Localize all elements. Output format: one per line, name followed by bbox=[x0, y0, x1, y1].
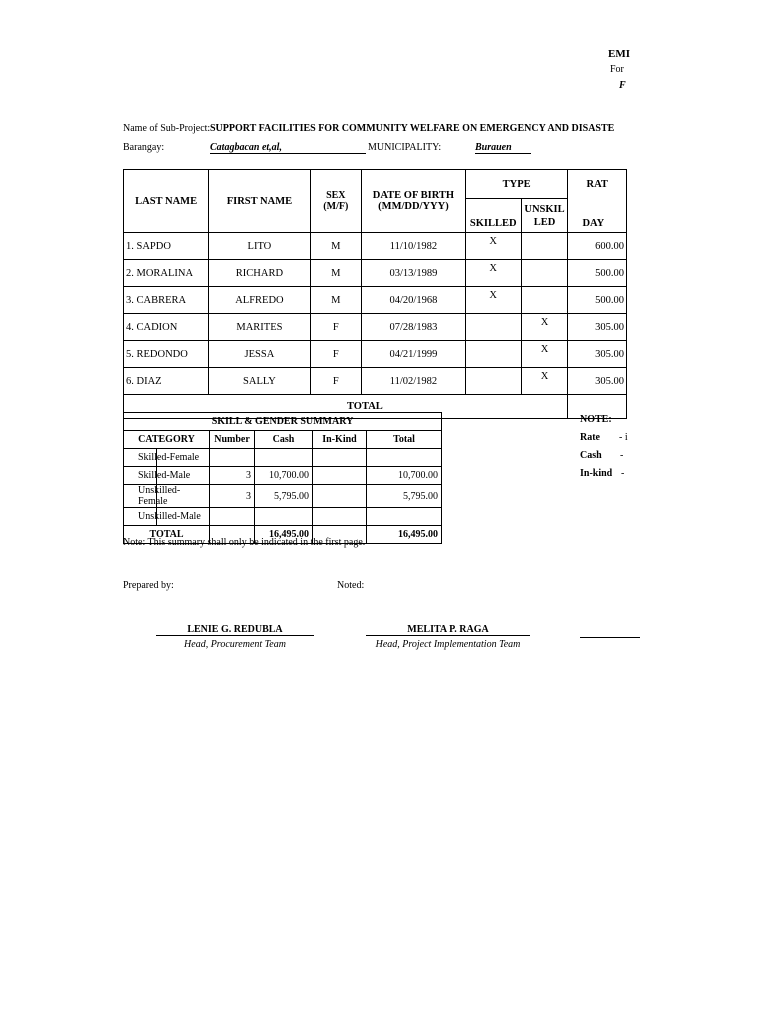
notes-title: NOTE: bbox=[580, 414, 612, 425]
summary-category-text: Unskilled-Male bbox=[138, 511, 201, 522]
cell-day-rate: 305.00 bbox=[568, 314, 627, 341]
summary-inkind bbox=[313, 485, 367, 508]
barangay-label: Barangay: bbox=[123, 142, 165, 153]
cell-skilled: X bbox=[465, 233, 521, 260]
signatory3-line bbox=[580, 637, 640, 638]
summary-category bbox=[124, 485, 210, 508]
cell-unskilled bbox=[521, 260, 568, 287]
cell-sex: M bbox=[310, 260, 361, 287]
summary-number bbox=[210, 508, 255, 526]
header-rate: RAT bbox=[568, 170, 627, 199]
skill-gender-summary bbox=[123, 412, 442, 544]
municipality-label: MUNICIPALITY: bbox=[368, 142, 442, 153]
summary-inkind bbox=[313, 449, 367, 467]
table-row bbox=[124, 368, 627, 395]
summary-cash bbox=[255, 449, 313, 467]
summary-footnote: Note: This summary shall only be indicated in the first page. bbox=[123, 537, 366, 548]
cell-day-rate: 305.00 bbox=[568, 368, 627, 395]
cell-skilled: X bbox=[465, 287, 521, 314]
cell-dob: 04/20/1968 bbox=[362, 287, 466, 314]
summary-inkind bbox=[313, 508, 367, 526]
table-row bbox=[124, 287, 627, 314]
cell-last-name: 1. SAPDO bbox=[124, 233, 209, 260]
cell-first-name: MARITES bbox=[209, 314, 310, 341]
summary-row bbox=[124, 467, 442, 485]
header-dob bbox=[362, 170, 466, 233]
table-row bbox=[124, 233, 627, 260]
summary-total bbox=[367, 449, 442, 467]
summary-total: 5,795.00 bbox=[367, 485, 442, 508]
barangay-value: Catagbacan et,al, bbox=[210, 142, 366, 154]
note-inkind-text: - bbox=[621, 468, 625, 479]
cell-dob: 03/13/1989 bbox=[362, 260, 466, 287]
cell-last-name: 2. MORALINA bbox=[124, 260, 209, 287]
cell-sex: M bbox=[310, 287, 361, 314]
cell-dob: 07/28/1983 bbox=[362, 314, 466, 341]
summary-cash: 10,700.00 bbox=[255, 467, 313, 485]
header-last-name: LAST NAME bbox=[124, 170, 209, 233]
cell-unskilled bbox=[521, 287, 568, 314]
cell-unskilled: X bbox=[521, 314, 568, 341]
cell-last-name: 4. CADION bbox=[124, 314, 209, 341]
cell-last-name: 3. CABRERA bbox=[124, 287, 209, 314]
cell-first-name: ALFREDO bbox=[209, 287, 310, 314]
summary-total-total: 16,495.00 bbox=[367, 526, 442, 544]
header-dob-line2: (MM/DD/YYY) bbox=[378, 201, 449, 212]
cell-last-name: 6. DIAZ bbox=[124, 368, 209, 395]
note-cash-text: - bbox=[620, 450, 624, 461]
summary-header-number: Number bbox=[210, 431, 255, 449]
prepared-by-label: Prepared by: bbox=[123, 580, 174, 591]
summary-category bbox=[124, 467, 210, 485]
signatory2-title: Head, Project Implementation Team bbox=[375, 639, 521, 650]
summary-header-total: Total bbox=[367, 431, 442, 449]
summary-cash: 5,795.00 bbox=[255, 485, 313, 508]
header-unskilled-line2: LED bbox=[533, 216, 556, 228]
summary-number: 3 bbox=[210, 485, 255, 508]
summary-inkind bbox=[313, 467, 367, 485]
subproject-name: SUPPORT FACILITIES FOR COMMUNITY WELFARE ON EMERGENCY AND DISASTE bbox=[210, 123, 615, 134]
note-rate-label: Rate bbox=[580, 432, 600, 443]
cell-sex: F bbox=[310, 314, 361, 341]
signatory1-name: LENIE G. REDUBLA bbox=[156, 624, 314, 636]
summary-title: SKILL & GENDER SUMMARY bbox=[124, 413, 442, 431]
summary-header-cash: Cash bbox=[255, 431, 313, 449]
cell-day-rate: 600.00 bbox=[568, 233, 627, 260]
summary-category bbox=[124, 508, 210, 526]
subproject-label: Name of Sub-Project: bbox=[123, 123, 211, 134]
cell-last-name: 5. REDONDO bbox=[124, 341, 209, 368]
cell-first-name: RICHARD bbox=[209, 260, 310, 287]
report-subtitle: For bbox=[610, 64, 624, 75]
cell-unskilled: X bbox=[521, 341, 568, 368]
cell-sex: M bbox=[310, 233, 361, 260]
summary-total-label: TOTAL bbox=[124, 526, 210, 544]
summary-total bbox=[367, 508, 442, 526]
signatory2-name: MELITA P. RAGA bbox=[366, 624, 530, 636]
header-day: DAY bbox=[568, 199, 627, 233]
summary-total-cash: 16,495.00 bbox=[255, 526, 313, 544]
cell-first-name: SALLY bbox=[209, 368, 310, 395]
summary-number bbox=[210, 449, 255, 467]
header-unskilled bbox=[521, 199, 568, 233]
summary-header-inkind: In-Kind bbox=[313, 431, 367, 449]
summary-category-text: Skilled-Female bbox=[138, 452, 200, 463]
header-first-name: FIRST NAME bbox=[209, 170, 310, 233]
table-row bbox=[124, 341, 627, 368]
header-sex: SEX (M/F) bbox=[310, 170, 361, 233]
cell-skilled bbox=[465, 368, 521, 395]
cell-dob: 04/21/1999 bbox=[362, 341, 466, 368]
cell-skilled bbox=[465, 314, 521, 341]
cell-dob: 11/10/1982 bbox=[362, 233, 466, 260]
note-rate-text: - i bbox=[619, 432, 628, 443]
cell-unskilled bbox=[521, 233, 568, 260]
cell-dob: 11/02/1982 bbox=[362, 368, 466, 395]
note-inkind-label: In-kind bbox=[580, 468, 613, 479]
summary-row bbox=[124, 485, 442, 508]
summary-category-text: Unskilled-Female bbox=[138, 485, 181, 507]
header-unskilled-line1: UNSKIL bbox=[524, 203, 565, 215]
cell-skilled bbox=[465, 341, 521, 368]
municipality-value: Burauen bbox=[475, 142, 531, 154]
report-title: EMI bbox=[608, 48, 630, 60]
workers-table bbox=[123, 169, 627, 419]
cell-unskilled: X bbox=[521, 368, 568, 395]
cell-first-name: JESSA bbox=[209, 341, 310, 368]
cell-day-rate: 500.00 bbox=[568, 287, 627, 314]
cell-skilled: X bbox=[465, 260, 521, 287]
summary-category bbox=[124, 449, 210, 467]
summary-category-text: Skilled-Male bbox=[138, 470, 191, 481]
summary-header-category: CATEGORY bbox=[124, 431, 210, 449]
noted-label: Noted: bbox=[337, 580, 365, 591]
signatory1-title: Head, Procurement Team bbox=[184, 639, 286, 650]
report-line3: F bbox=[619, 80, 626, 91]
cell-sex: F bbox=[310, 368, 361, 395]
summary-cash bbox=[255, 508, 313, 526]
table-row bbox=[124, 314, 627, 341]
summary-total: 10,700.00 bbox=[367, 467, 442, 485]
cell-day-rate: 305.00 bbox=[568, 341, 627, 368]
cell-first-name: LITO bbox=[209, 233, 310, 260]
cell-day-rate: 500.00 bbox=[568, 260, 627, 287]
table-row bbox=[124, 260, 627, 287]
summary-number: 3 bbox=[210, 467, 255, 485]
summary-row bbox=[124, 449, 442, 467]
cell-sex: F bbox=[310, 341, 361, 368]
header-dob-line1: DATE OF BIRTH bbox=[372, 190, 455, 201]
header-type: TYPE bbox=[465, 170, 568, 199]
summary-row bbox=[124, 508, 442, 526]
total-label: TOTAL bbox=[209, 395, 521, 419]
header-skilled: SKILLED bbox=[465, 199, 521, 233]
note-cash-label: Cash bbox=[580, 450, 602, 461]
